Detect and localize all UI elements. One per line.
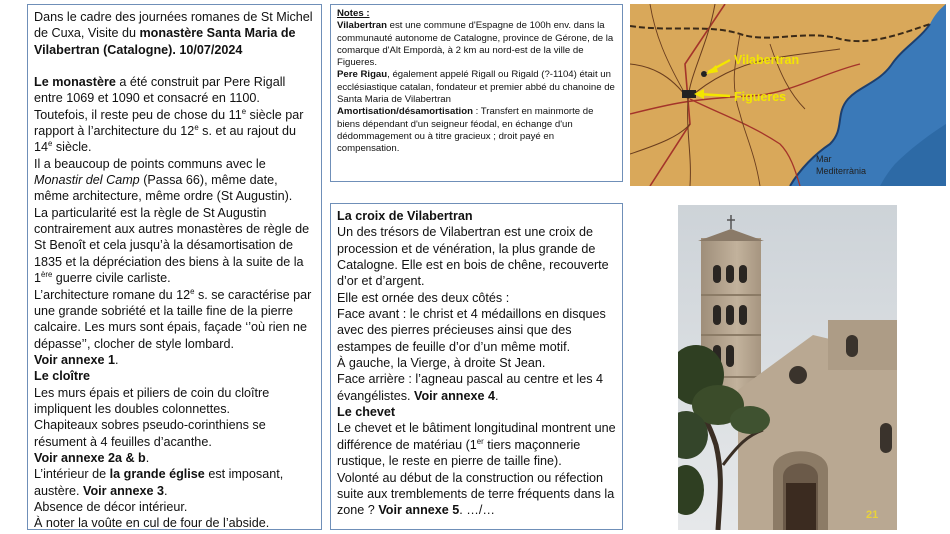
chevet-heading: Le chevet xyxy=(337,405,396,420)
rose-window xyxy=(789,366,807,384)
church-photo xyxy=(678,205,897,530)
monastere-text-box: Dans le cadre des journées romanes de St Michel de Cuxa, Visite du monastère Santa Maria de Vilabertran (Catalogne). 10/07/2024 Le monastère a été construit par Pere Rigall entre 1069 et 1090 et consacré en 1100. Toutefois, il reste peu de chose du 11e siècle par rapport à l’architecture du 12e s. et au rajout du 14e siècle. Il a beaucoup de points communs avec le Monastir del Camp (Passa 66), même date, même architecture, même ordre (St Augustin). La particularité est la règle de St Augustin contrairement aux autres monastères de règle de St Benoît et cela jusqu’à la désamortisation de 1835 et la dépréciation des biens à la suite de la 1ère guerre civile carliste. L’architecture romane du 12e s. se caractérise par une grande sobriété et la taille fine de la pierre calcaire. Les murs sont épais, façade ‘’où rien ne dépasse’’, clocher de style lombard. Voir annexe 1. Le cloître Les murs épais et piliers de coin du cloître impliquent les doubles colonnettes. Chapiteaux sobres pseudo-corinthiens se résument à 4 feuilles d’acanthe. Voir annexe 2a & b. L’intérieur de la grande église est imposant, austère. Voir annexe 3. Absence de décor intérieur. À noter la voûte en cul de four de l’abside. xyxy=(27,4,322,530)
map-image xyxy=(630,4,946,186)
map-label-mar: Mar xyxy=(816,154,832,164)
map-label-mediterrania: Mediterrània xyxy=(816,166,867,176)
croix-heading: La croix de Vilabertran xyxy=(337,209,473,223)
monastere-heading: Le monastère xyxy=(34,75,116,90)
notes-heading: Notes : xyxy=(337,8,370,19)
page-number: 21 xyxy=(866,509,879,521)
church-door xyxy=(786,483,816,530)
intro-paragraph: Dans le cadre des journées romanes de St Michel de Cuxa, Visite du monastère Santa Maria de Vilabertran (Catalogne). 10/07/2024 xyxy=(34,10,313,57)
figueres-marker xyxy=(682,90,696,98)
annexe-2-link[interactable]: Voir annexe 2a & b xyxy=(34,450,146,465)
monastere-paragraph: Le monastère a été construit par Pere Rigall entre 1069 et 1090 et consacré en 1100. Toutefois, il reste peu de chose du 11e siècle par rapport à l’architecture du 12e s. et au rajout du 14e siècle. xyxy=(34,75,304,155)
annexe-4-link[interactable]: Voir annexe 4 xyxy=(414,388,495,403)
annexe-5-link[interactable]: Voir annexe 5 xyxy=(378,503,460,518)
cloitre-heading: Le cloître xyxy=(34,369,90,384)
map-label-vilabertran: Vilabertran xyxy=(734,53,800,67)
map-label-figueres: Figueres xyxy=(734,90,787,104)
annexe-1-link[interactable]: Voir annexe 1 xyxy=(34,352,115,367)
vilabertran-marker xyxy=(701,71,707,77)
notes-box: Notes : Vilabertran est une commune d'Espagne de 100h env. dans la communauté autonome de Catalogne, province de Gérone, de la comarque d'Alt Empordà, à 2 km au nord-est de la ville de Figueres. Pere Rigau, également appelé Rigall ou Rigald (?-1104) était un ecclésiastique catalan, fondateur et premier abbé du chanoine de Santa Maria de Vilabertran Amortisation/désamortisation : Transfert en mainmorte de biens dépendant d'un seigneur féodal, en échange d'un dédommagement ou à titre gracieux ; droit payé en compensation. xyxy=(330,4,623,182)
annexe-3-link[interactable]: Voir annexe 3 xyxy=(83,483,164,498)
croix-text-box: La croix de Vilabertran Un des trésors de Vilabertran est une croix de procession et de vénération, la plus grande de Catalogne. Elle est en bois de chêne, recouverte d’or et d’argent. Elle est ornée des deux côtés : Face avant : le christ et 4 médaillons en disques avec des pierres précieuses ainsi que des estampes de feuille d’or d’un même motif. À gauche, la Vierge, à droite St Jean. Face arrière : l’agneau pascal au centre et les 4 évangélistes. Voir annexe 4. Le chevet Le chevet et le bâtiment longitudinal montrent une différence de matériau (1er tiers maçonnerie rustique, le reste en pierre de taille fine). Volonté au début de la construction ou réfection suite aux tremblements de terre fréquents dans la zone ? Voir annexe 5. …/… xyxy=(330,203,623,530)
